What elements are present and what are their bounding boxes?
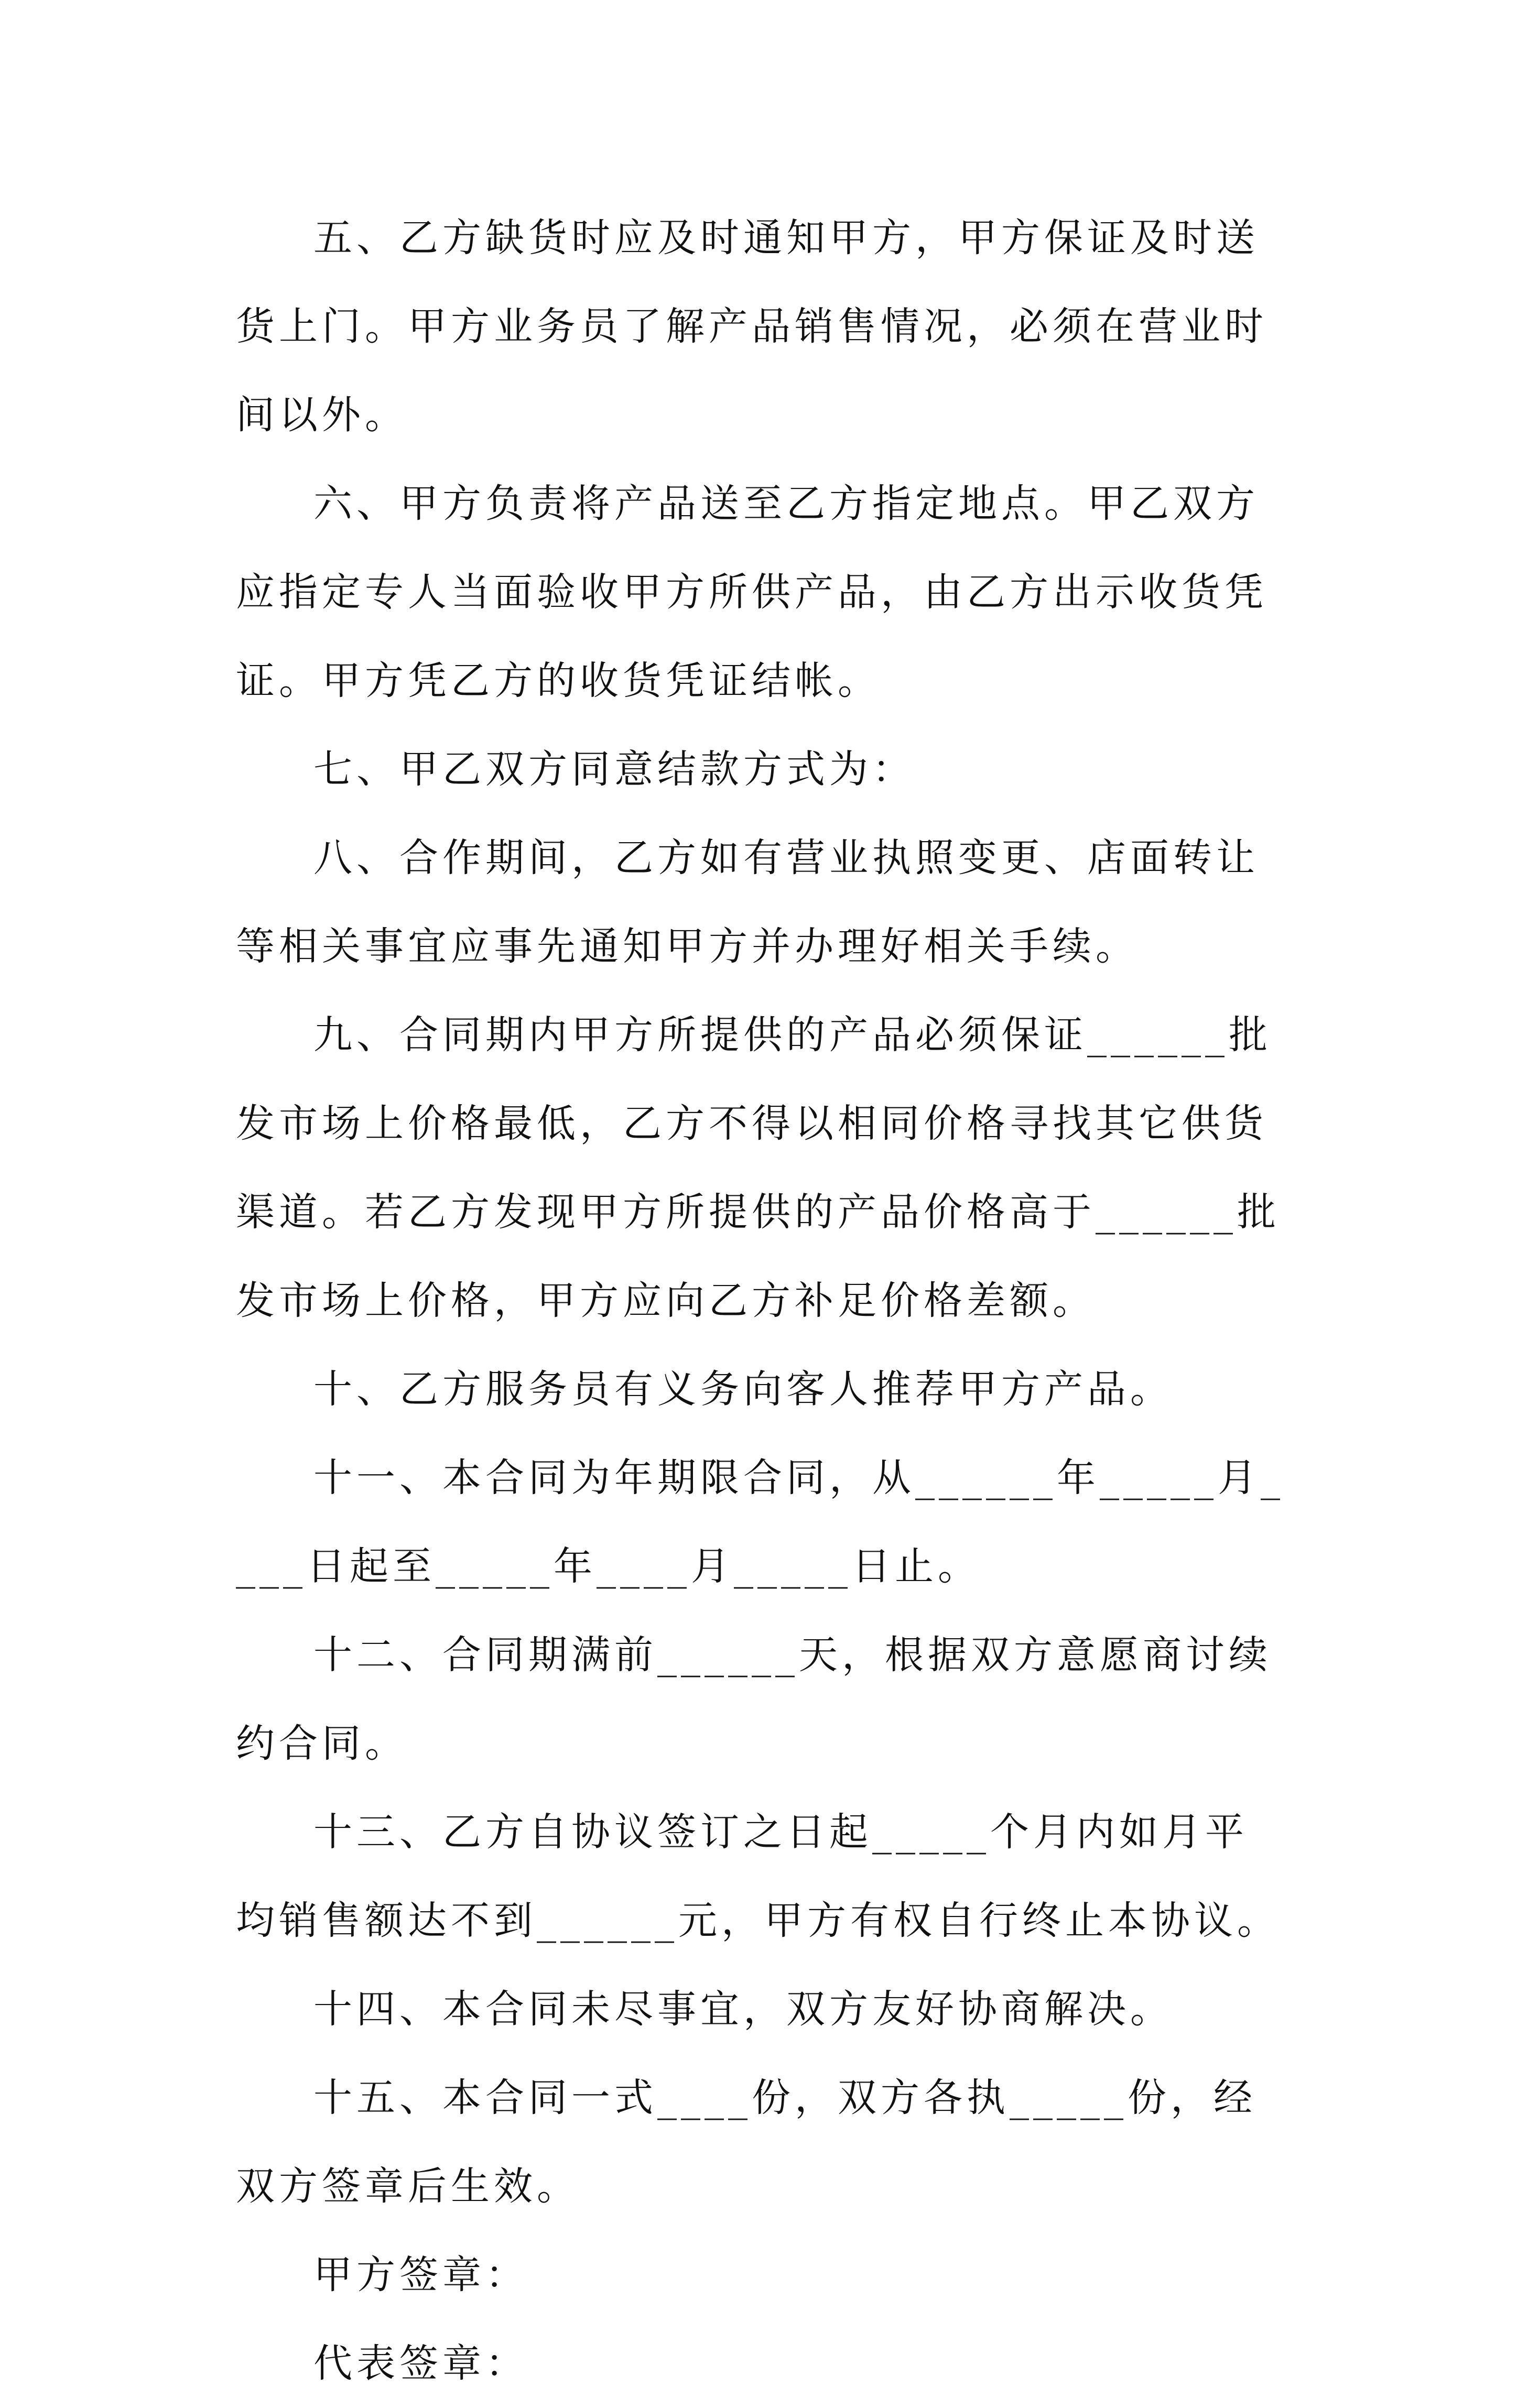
clause-15: 十五、本合同一式____份，双方各执_____份，经双方签章后生效。 (236, 2075, 1256, 2209)
clause-11: 十一、本合同为年期限合同，从______年_____月____日起至_____年____月_____日止。 (236, 1455, 1284, 1589)
clause-13: 十三、乙方自协议签订之日起_____个月内如月平均销售额达不到______元，甲方有权自行终止本协议。 (236, 1810, 1280, 1943)
party-a-signature-label: 甲方签章： (313, 2252, 528, 2297)
clause-5: 五、乙方缺货时应及时通知甲方，甲方保证及时送货上门。甲方业务员了解产品销售情况，必须在营业时间以外。 (236, 215, 1267, 438)
clause-10: 十、乙方服务员有义务向客人推荐甲方产品。 (313, 1367, 1173, 1412)
clause-9: 九、合同期内甲方所提供的产品必须保证______批发市场上价格最低，乙方不得以相同价格寻找其它供货渠道。若乙方发现甲方所提供的产品价格高于______批发市场上价格，甲方应向乙方补足价格差额。 (236, 1012, 1280, 1323)
clause-6: 六、甲方负责将产品送至乙方指定地点。甲乙双方应指定专人当面验收甲方所供产品，由乙方出示收货凭证。甲方凭乙方的收货凭证结帐。 (236, 481, 1267, 703)
clause-8: 八、合作期间，乙方如有营业执照变更、店面转让等相关事宜应事先通知甲方并办理好相关手续。 (236, 835, 1259, 969)
clause-12: 十二、合同期满前______天，根据双方意愿商讨续约合同。 (236, 1632, 1272, 1766)
clause-14: 十四、本合同未尽事宜，双方友好协商解决。 (313, 1987, 1173, 2032)
clause-7: 七、甲乙双方同意结款方式为： (313, 747, 915, 792)
contract-body (236, 194, 1290, 2408)
representative-signature-label: 代表签章： (313, 2341, 528, 2386)
